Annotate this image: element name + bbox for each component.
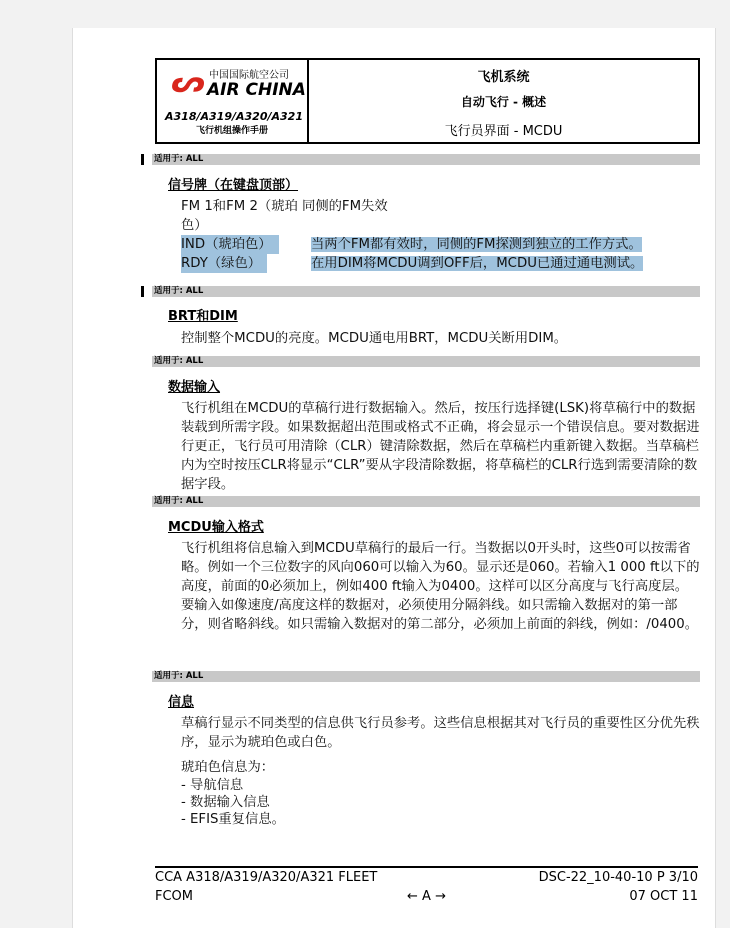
cell: FM 1和FM 2（琥珀 [181,199,298,214]
footer-fcom: FCOM [155,889,194,904]
cell: 在用DIM将MCDU调到OFF后，MCDU已通过通电测试。 [311,256,644,271]
cell: 当两个FM都有效时，同侧的FM探测到独立的工作方式。 [311,237,642,252]
paragraph: 要输入如像速度/高度这样的数据对，必须使用分隔斜线。如只需输入数据对的第一部分，则省略斜线。如只需输入数据对的第二部分，必须加上前面的斜线，例如：/0400。 [181,598,699,632]
paragraph: 飞行机组将信息输入到MCDU草稿行的最后一行。当数据以0开头时，这些0可以按需省略。例如一个三位数字的风向060可以输入为60。显示还是060。若输入1 000 ft以下的高度，前面的0必须加上，例如400 ft输入为0400。这样可以区分高度与飞行高度层。 [181,541,700,594]
change-marker [141,154,144,165]
page-header [155,58,700,144]
section-body [181,714,701,828]
air-china-logo [157,60,309,142]
manual-name: 飞行机组操作手册 [195,126,268,136]
section-title: 飞行员界面 - MCDU [444,124,563,139]
section-heading: BRT和DIM [168,309,238,324]
applicability-bar: 适用于: ALL [152,286,700,297]
section-body: 飞行机组在MCDU的草稿行进行数据输入。然后，按压行选择键(LSK)将草稿行中的数据装载到所需字段。如果数据超出范围或格式不正确，将会显示一个错误信息。要对数据进行更正，飞行员可用清除（CLR）键清除数据，然后在草稿栏内重新键入数据。当草稿栏内为空时按压CLR将显示“CLR”要从字段清除数据，将草稿栏的CLR行选到需要清除的数据字段。 [181,401,700,492]
applicability-bar: 适用于: ALL [152,356,700,367]
section-heading: MCDU输入格式 [168,520,264,535]
list-item: - 数据输入信息 [181,795,270,810]
section-heading: 信息 [168,695,195,710]
annunciator-table [181,197,701,273]
list-item: - EFIS重复信息。 [181,812,285,827]
aircraft-models: A318/A319/A320/A321 [165,110,303,123]
section-body [181,539,701,634]
logo-en: AIR CHINA [207,80,306,100]
section-heading: 数据输入 [168,380,221,395]
cell: IND（琥珀色） [181,235,279,254]
footer-page-ref: DSC-22_10-40-10 P 3/10 [538,870,698,885]
applicability-bar: 适用于: ALL [152,496,700,507]
cell: RDY（绿色） [181,254,267,273]
change-marker [141,286,144,297]
cell: 色） [181,218,208,233]
cell: 同侧的FM失效 [302,199,388,214]
applicability-bar: 适用于: ALL [152,671,700,682]
logo-cn: 中国国际航空公司 [209,70,289,81]
footer-date: 07 OCT 11 [629,889,698,904]
page-footer [155,866,698,906]
paragraph: 草稿行显示不同类型的信息供飞行员参考。这些信息根据其对飞行员的重要性区分优先秩序，显示为琥珀色或白色。 [181,716,700,750]
section-heading: 信号牌（在键盘顶部） [168,178,299,193]
chapter-subtitle: 自动飞行 - 概述 [460,95,547,109]
footer-fleet: CCA A318/A319/A320/A321 FLEET [155,870,378,885]
applicability-bar: 适用于: ALL [152,154,700,165]
section-body: 控制整个MCDU的亮度。MCDU通电用BRT，MCDU关断用DIM。 [181,331,568,346]
chapter-title: 飞机系统 [477,70,530,85]
phoenix-logo-icon: ᔕ [171,65,206,100]
list-item: - 导航信息 [181,778,244,793]
list-title: 琥珀色信息为： [181,760,275,775]
footer-revision: ← A → [407,889,446,904]
